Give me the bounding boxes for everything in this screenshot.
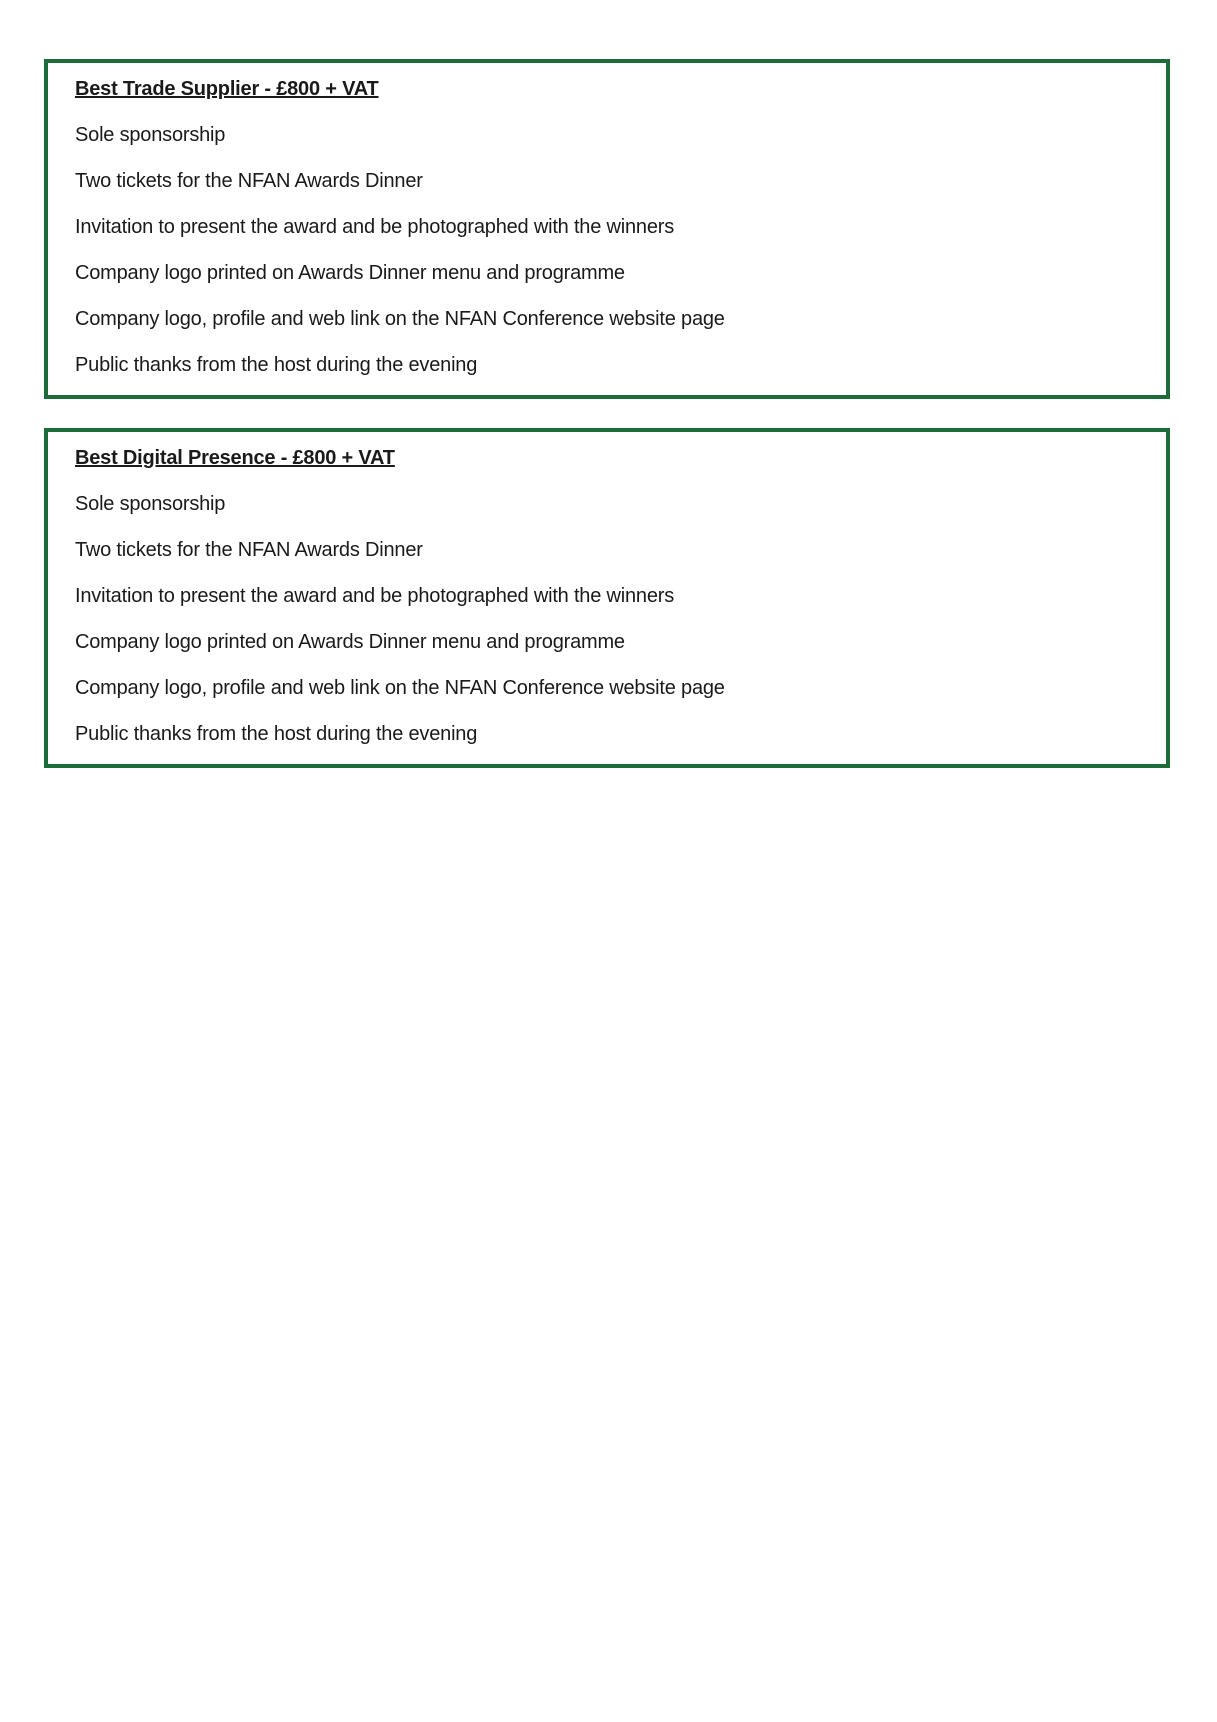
sponsorship-package-best-trade-supplier <box>44 59 1170 399</box>
package-title: Best Trade Supplier - £800 + VAT <box>75 78 379 100</box>
benefit-item: Invitation to present the award and be photographed with the winners <box>75 585 675 607</box>
benefit-item: Two tickets for the NFAN Awards Dinner <box>75 170 423 192</box>
benefit-item: Public thanks from the host during the evening <box>75 723 478 745</box>
benefit-item: Company logo printed on Awards Dinner menu and programme <box>75 631 625 653</box>
benefit-item: Two tickets for the NFAN Awards Dinner <box>75 539 423 561</box>
benefit-item: Invitation to present the award and be photographed with the winners <box>75 216 675 238</box>
benefit-item: Company logo, profile and web link on the NFAN Conference website page <box>75 308 725 330</box>
benefit-item: Company logo, profile and web link on the NFAN Conference website page <box>75 677 725 699</box>
benefit-item: Company logo printed on Awards Dinner menu and programme <box>75 262 625 284</box>
benefit-list <box>75 490 1166 748</box>
benefit-item: Sole sponsorship <box>75 124 226 146</box>
benefit-item: Public thanks from the host during the evening <box>75 354 478 376</box>
benefit-list <box>75 121 1166 379</box>
benefit-item: Sole sponsorship <box>75 493 226 515</box>
package-title: Best Digital Presence - £800 + VAT <box>75 447 395 469</box>
sponsorship-package-best-digital-presence <box>44 428 1170 768</box>
